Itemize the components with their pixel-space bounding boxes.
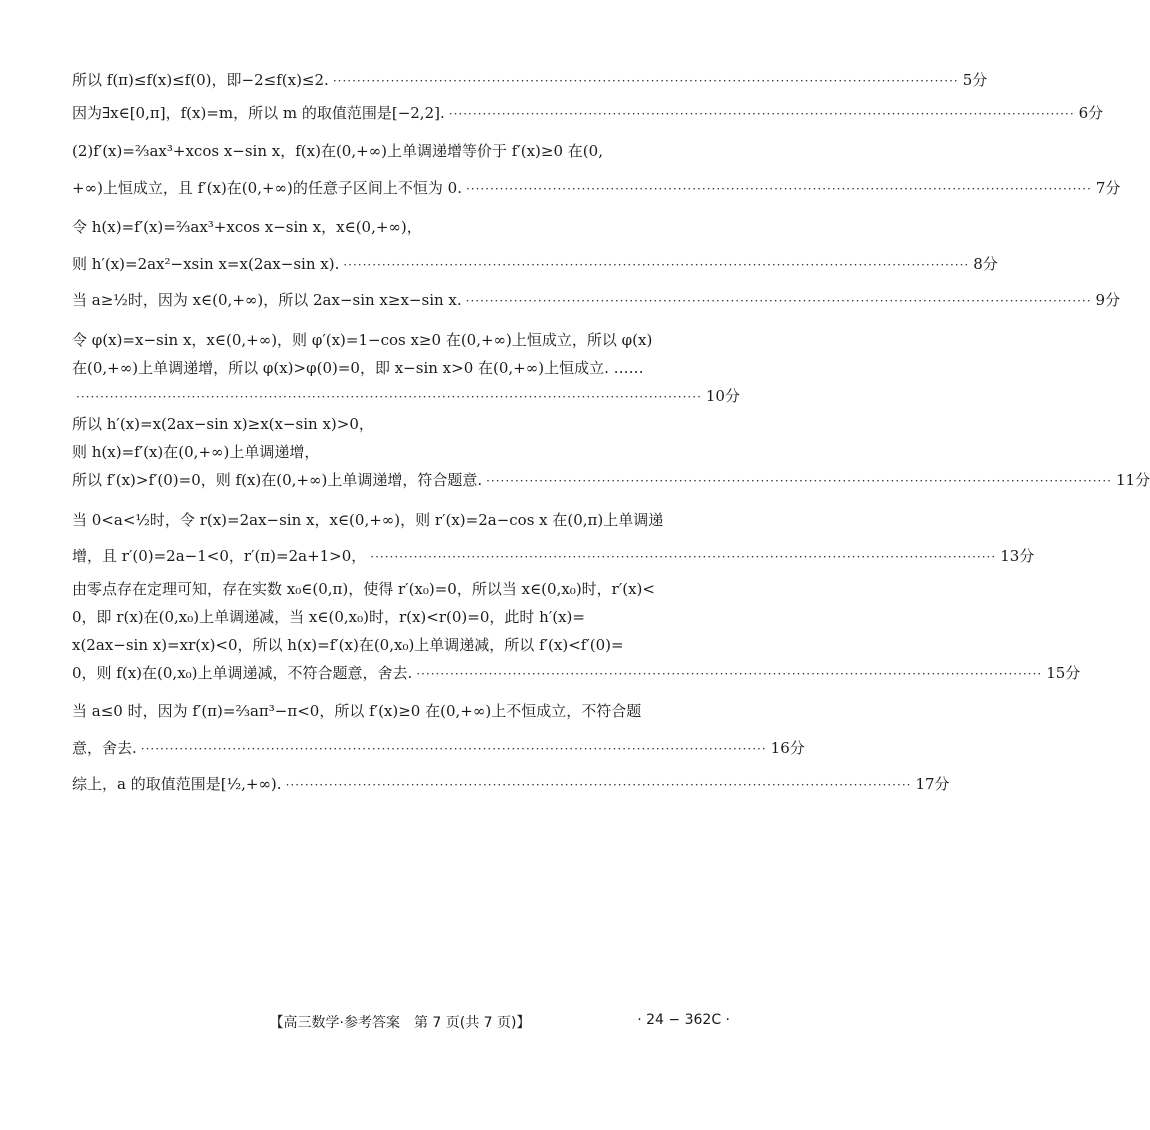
solution-line xyxy=(72,411,728,437)
solution-line xyxy=(72,604,728,630)
leader-dots: ·································································································································· xyxy=(370,550,997,564)
score-mark: 11分 xyxy=(1116,471,1150,489)
solution-line xyxy=(72,327,728,353)
score-mark: 9分 xyxy=(1095,291,1121,309)
leader-dots: ·································································································································· xyxy=(465,182,1092,196)
page-footer xyxy=(0,1012,800,1036)
solution-text: 增，且 r′(0)=2a−1<0，r′(π)=2a+1>0， xyxy=(72,547,367,565)
solution-text: 当 a≥½时，因为 x∈(0,+∞)，所以 2ax−sin x≥x−sin x. xyxy=(72,291,462,309)
solution-line xyxy=(72,735,805,761)
solution-line xyxy=(72,771,950,797)
solution-line xyxy=(72,138,728,164)
solution-text: 由零点存在定理可知，存在实数 x₀∈(0,π)，使得 r′(x₀)=0，所以当 x∈(0,x₀)时，r′(x)< xyxy=(72,580,655,598)
footer-code: · 24 − 362C · xyxy=(637,1012,730,1028)
solution-line xyxy=(72,576,728,602)
score-mark: 6分 xyxy=(1078,104,1104,122)
solution-line xyxy=(72,507,728,533)
solution-line xyxy=(72,660,1081,686)
solution-line xyxy=(72,543,1035,569)
solution-text: 0，即 r(x)在(0,x₀)上单调递减，当 x∈(0,x₀)时，r(x)<r(0)=0，此时 h′(x)= xyxy=(72,608,585,626)
leader-dots: ·································································································································· xyxy=(140,742,767,756)
solution-line xyxy=(72,698,728,724)
solution-text: 则 h(x)=f′(x)在(0,+∞)上单调递增， xyxy=(72,443,320,461)
solution-text: 令 φ(x)=x−sin x，x∈(0,+∞)，则 φ′(x)=1−cos x≥0 在(0,+∞)上恒成立，所以 φ(x) xyxy=(72,331,653,349)
solution-line xyxy=(72,67,988,93)
solution-text: 则 h′(x)=2ax²−xsin x=x(2ax−sin x). xyxy=(72,255,340,273)
score-mark: 13分 xyxy=(1000,547,1035,565)
score-mark: 5分 xyxy=(962,71,988,89)
leader-dots: ·································································································································· xyxy=(416,667,1043,681)
solution-text: 所以 h′(x)=x(2ax−sin x)≥x(x−sin x)>0， xyxy=(72,415,374,433)
leader-dots: ·································································································································· xyxy=(448,107,1075,121)
leader-dots: ·································································································································· xyxy=(76,390,702,404)
solution-line xyxy=(72,287,1121,313)
solution-text: 当 a≤0 时，因为 f′(π)=⅔aπ³−π<0，所以 f′(x)≥0 在(0,+∞)上不恒成立，不符合题 xyxy=(72,702,642,720)
solution-line xyxy=(72,214,728,240)
score-mark: 10分 xyxy=(705,387,740,405)
solution-line xyxy=(72,439,728,465)
solution-text: 综上，a 的取值范围是[½,+∞). xyxy=(72,775,282,793)
solution-line xyxy=(72,251,998,277)
solution-line xyxy=(72,175,1121,201)
score-mark: 15分 xyxy=(1046,664,1081,682)
leader-dots: ·································································································································· xyxy=(465,294,1092,308)
solution-text: 因为∃x∈[0,π]，f(x)=m，所以 m 的取值范围是[−2,2]. xyxy=(72,104,445,122)
solution-line xyxy=(72,355,728,381)
solution-text: 所以 f′(x)>f′(0)=0，则 f(x)在(0,+∞)上单调递增，符合题意. xyxy=(72,471,483,489)
solution-line xyxy=(72,632,728,658)
leader-dots: ·································································································································· xyxy=(332,74,959,88)
score-mark: 16分 xyxy=(770,739,805,757)
score-mark: 8分 xyxy=(973,255,998,273)
solution-text: 0，则 f(x)在(0,x₀)上单调递减，不符合题意，舍去. xyxy=(72,664,413,682)
solution-text: 令 h(x)=f′(x)=⅔ax³+xcos x−sin x，x∈(0,+∞)， xyxy=(72,218,422,236)
solution-line xyxy=(72,383,740,409)
leader-dots: ·································································································································· xyxy=(343,258,970,272)
leader-dots: ·································································································································· xyxy=(486,474,1112,488)
solution-text: 意，舍去. xyxy=(72,739,137,757)
footer-title: 【高三数学·参考答案 第 7 页(共 7 页)】 xyxy=(269,1015,531,1031)
solution-text: +∞)上恒成立，且 f′(x)在(0,+∞)的任意子区间上不恒为 0. xyxy=(72,179,462,197)
solution-text: 在(0,+∞)上单调递增，所以 φ(x)>φ(0)=0，即 x−sin x>0 在(0,+∞)上恒成立. …… xyxy=(72,359,644,377)
solution-text: x(2ax−sin x)=xr(x)<0，所以 h(x)=f′(x)在(0,x₀)上单调递减，所以 f′(x)<f′(0)= xyxy=(72,636,624,654)
solution-text: 所以 f(π)≤f(x)≤f(0)，即−2≤f(x)≤2. xyxy=(72,71,329,89)
score-mark: 17分 xyxy=(915,775,950,793)
score-mark: 7分 xyxy=(1095,179,1121,197)
solution-text: 当 0<a<½时，令 r(x)=2ax−sin x，x∈(0,+∞)，则 r′(x)=2a−cos x 在(0,π)上单调递 xyxy=(72,511,664,529)
leader-dots: ·································································································································· xyxy=(285,778,912,792)
solution-line xyxy=(72,100,1104,126)
solution-text: (2)f′(x)=⅔ax³+xcos x−sin x，f(x)在(0,+∞)上单调递增等价于 f′(x)≥0 在(0, xyxy=(72,142,603,160)
solution-line xyxy=(72,467,1150,493)
